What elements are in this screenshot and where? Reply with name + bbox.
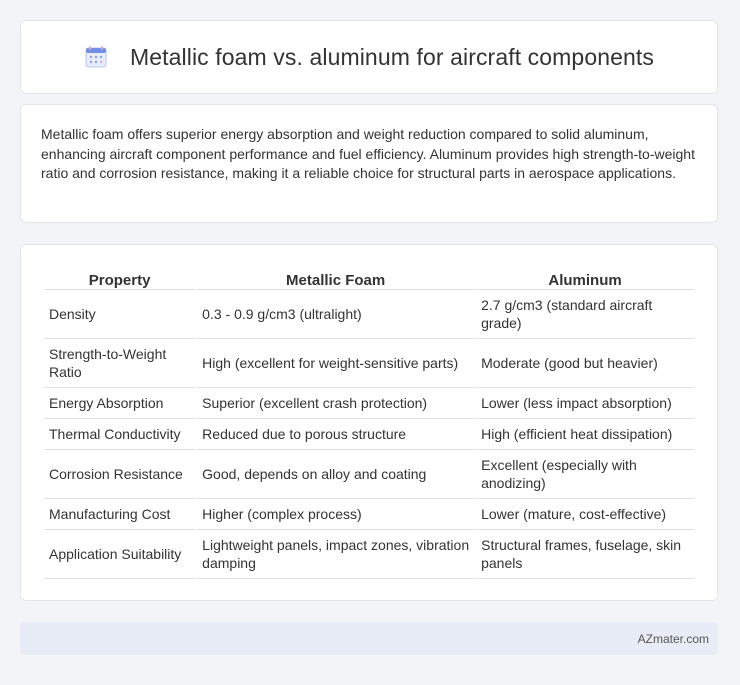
cell-property: Density (44, 290, 195, 339)
cell-aluminum: 2.7 g/cm3 (standard aircraft grade) (476, 290, 694, 339)
cell-property: Application Suitability (44, 530, 195, 579)
header-aluminum: Aluminum (476, 267, 694, 290)
cell-metallic-foam: 0.3 - 0.9 g/cm3 (ultralight) (197, 290, 474, 339)
summary-text: Metallic foam offers superior energy absorption and weight reduction compared to solid aluminum, enhancing aircraft component performance and fuel efficiency. Aluminum provides high strength-to-weight ratio and corrosion resistance, making it a reliable choice for structural parts in aerospace applications. (41, 126, 695, 181)
cell-metallic-foam: High (excellent for weight-sensitive parts) (197, 339, 474, 388)
cell-aluminum: Lower (less impact absorption) (476, 388, 694, 419)
table-row (44, 388, 694, 419)
cell-aluminum: Lower (mature, cost-effective) (476, 499, 694, 530)
summary-card (20, 104, 718, 223)
header-property: Property (44, 267, 195, 290)
cell-aluminum: Moderate (good but heavier) (476, 339, 694, 388)
table-row (44, 419, 694, 450)
cell-metallic-foam: Higher (complex process) (197, 499, 474, 530)
title-card (20, 20, 718, 94)
table-header-row (44, 267, 694, 290)
cell-metallic-foam: Superior (excellent crash protection) (197, 388, 474, 419)
cell-property: Strength-to-Weight Ratio (44, 339, 195, 388)
table-row (44, 499, 694, 530)
table-row (44, 290, 694, 339)
table-row (44, 339, 694, 388)
calendar-icon (84, 45, 108, 69)
cell-aluminum: Structural frames, fuselage, skin panels (476, 530, 694, 579)
table-row (44, 450, 694, 499)
comparison-card (20, 244, 718, 601)
cell-metallic-foam: Good, depends on alloy and coating (197, 450, 474, 499)
cell-metallic-foam: Lightweight panels, impact zones, vibration damping (197, 530, 474, 579)
page-title: Metallic foam vs. aluminum for aircraft components (130, 43, 654, 70)
footer-brand[interactable]: AZmater.com (637, 631, 709, 646)
cell-property: Energy Absorption (44, 388, 195, 419)
table-row (44, 530, 694, 579)
cell-property: Manufacturing Cost (44, 499, 195, 530)
comparison-table (42, 267, 696, 579)
header-metallic-foam: Metallic Foam (197, 267, 474, 290)
cell-property: Thermal Conductivity (44, 419, 195, 450)
cell-property: Corrosion Resistance (44, 450, 195, 499)
footer-bar (20, 622, 718, 655)
cell-metallic-foam: Reduced due to porous structure (197, 419, 474, 450)
cell-aluminum: Excellent (especially with anodizing) (476, 450, 694, 499)
cell-aluminum: High (efficient heat dissipation) (476, 419, 694, 450)
title-wrap (84, 44, 654, 71)
